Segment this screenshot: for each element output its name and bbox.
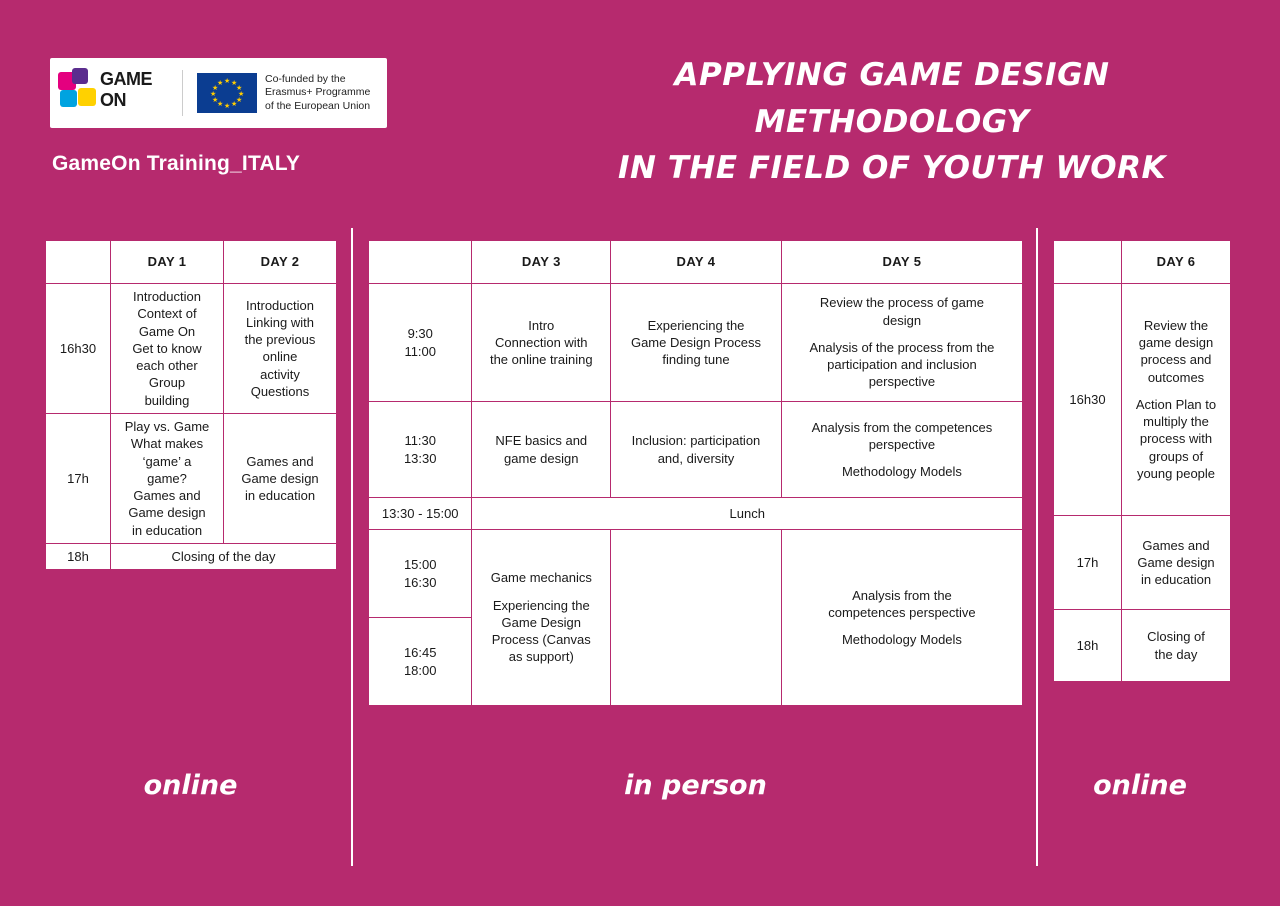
line: the day (1154, 646, 1198, 662)
line: game? (147, 470, 187, 486)
eu-text-line-3: of the European Union (265, 99, 371, 112)
line: in education (244, 488, 316, 504)
schedule-table-online-second (1053, 240, 1231, 682)
line: perspective (868, 436, 936, 452)
line: the online training (489, 352, 593, 368)
table-header-row (46, 241, 337, 284)
column-header-day3: DAY 3 (472, 241, 611, 284)
line: Connection with (495, 334, 588, 350)
line: Game Design (501, 614, 582, 630)
line: 15:00 (403, 557, 437, 573)
gameon-logo (58, 66, 176, 120)
line: Intro (528, 317, 555, 333)
cell-time-1130-1330 (369, 402, 472, 498)
line: Introduction (246, 297, 314, 313)
cell-day5-afternoon (781, 530, 1022, 706)
column-header-day5: DAY 5 (781, 241, 1022, 284)
line: Game Design Process (630, 334, 762, 350)
eu-text-line-2: Erasmus+ Programme (265, 86, 371, 99)
line: 11:30 (404, 433, 437, 449)
line: in education (131, 522, 203, 538)
cell-day5-morning-2 (781, 402, 1022, 498)
line: young people (1136, 465, 1216, 481)
spacer (787, 621, 1017, 631)
cell-day3-morning-2 (472, 402, 611, 498)
column-header-day2: DAY 2 (224, 241, 337, 284)
line: process with (1139, 431, 1213, 447)
eu-text-line-1: Co-funded by the (265, 72, 346, 85)
cell-day4-morning-2 (611, 402, 782, 498)
column-header-blank (369, 241, 472, 284)
table-row (46, 543, 337, 569)
line: What makes (130, 436, 204, 452)
page-title-line-1: APPLYING GAME DESIGN METHODOLOGY (674, 57, 1110, 140)
line: groups of (1148, 448, 1204, 464)
cell-day1-17h (111, 413, 224, 543)
table-row (369, 530, 1023, 618)
column-header-day4: DAY 4 (611, 241, 782, 284)
line: Methodology Models (841, 464, 962, 480)
cell-time-1630: 16h30 (46, 284, 111, 414)
line: design (882, 312, 922, 328)
line: building (144, 392, 190, 408)
table-row (369, 402, 1023, 498)
cell-day4-afternoon-empty (611, 530, 782, 706)
page-title-line-2: IN THE FIELD OF YOUTH WORK (617, 150, 1166, 186)
line: Game design (241, 470, 319, 486)
line: each other (136, 358, 198, 374)
table-row (46, 284, 337, 414)
puzzle-piece-yellow (78, 88, 96, 106)
spacer (787, 329, 1017, 339)
line: participation and inclusion (827, 357, 977, 373)
caption-online-right: online (1093, 770, 1187, 801)
line: the previous (244, 332, 316, 348)
line: ‘game’ a (142, 453, 192, 469)
line: Action Plan to (1135, 396, 1217, 412)
column-header-day1: DAY 1 (111, 241, 224, 284)
cell-day3-morning-1 (472, 284, 611, 402)
line: Linking with (246, 314, 314, 330)
caption-online-left: online (143, 770, 238, 801)
eu-funding-text (265, 73, 370, 113)
line: 16:30 (403, 574, 437, 590)
cell-time-17h: 17h (46, 413, 111, 543)
line: outcomes (1147, 369, 1205, 385)
table-row (1054, 610, 1231, 682)
line: Inclusion: participation (631, 433, 761, 449)
line: Introduction (133, 289, 201, 304)
line: game design (1138, 335, 1214, 351)
line: Game design (1137, 554, 1215, 570)
line: 16:45 (403, 645, 437, 661)
line: Analysis from the (852, 587, 952, 603)
logo-box (50, 58, 387, 128)
cell-day6-1630 (1122, 284, 1231, 516)
puzzle-piece-purple (72, 68, 88, 84)
line: competences perspective (828, 604, 976, 620)
table-row (369, 284, 1023, 402)
cell-day5-morning-1 (781, 284, 1022, 402)
cell-time-18h-day6: 18h (1054, 610, 1122, 682)
line: Analysis of the process from the (809, 339, 995, 355)
line: Games and (1142, 537, 1210, 553)
line: as support) (508, 649, 574, 665)
line: Analysis from the competences (811, 419, 993, 435)
line: online (262, 349, 298, 365)
line: 9:30 (407, 326, 433, 342)
logo-text-game: GAME (100, 69, 152, 89)
caption-in-person: in person (624, 770, 767, 801)
line: 13:30 (403, 450, 437, 466)
cell-day2-17h (224, 413, 337, 543)
line: Context of (137, 306, 197, 322)
cell-time-1500-1630 (369, 530, 472, 618)
page-title (562, 52, 1222, 192)
logo-divider (182, 70, 183, 116)
line: activity (260, 366, 300, 382)
line: Experiencing the (492, 597, 590, 613)
line: Games and (246, 453, 314, 469)
gameon-wordmark (100, 70, 152, 109)
puzzle-piece-blue (60, 90, 77, 107)
spacer (787, 453, 1017, 463)
line: Game design (128, 505, 206, 521)
training-label: GameOn Training_ITALY (52, 152, 301, 175)
table-row (46, 413, 337, 543)
line: Game On (138, 323, 196, 339)
cell-day3-afternoon (472, 530, 611, 706)
cell-lunch: Lunch (472, 498, 1023, 530)
cell-day6-18h (1122, 610, 1231, 682)
line: Methodology Models (841, 632, 962, 648)
line: Closing of (1147, 629, 1205, 645)
line: Play vs. Game (124, 418, 210, 434)
line: Review the (1143, 317, 1209, 333)
line: finding tune (662, 352, 730, 368)
cell-closing-of-the-day: Closing of the day (111, 543, 337, 569)
eu-flag-icon: ★ ★ ★ ★ ★ ★ ★ ★ ★ ★ ★ ★ (197, 73, 257, 113)
cell-time-18h: 18h (46, 543, 111, 569)
line: Group (148, 375, 186, 391)
cell-day6-17h (1122, 516, 1231, 610)
cell-time-1630-day6: 16h30 (1054, 284, 1122, 516)
line: Experiencing the (647, 317, 745, 333)
line: 18:00 (403, 662, 437, 678)
line: Get to know (132, 340, 202, 356)
line: multiply the (1143, 414, 1209, 430)
column-header-day6: DAY 6 (1122, 241, 1231, 284)
section-divider-right (1036, 228, 1038, 866)
cell-time-1645-1800 (369, 618, 472, 706)
line: Questions (250, 384, 310, 400)
cell-time-0930-1100 (369, 284, 472, 402)
cell-time-17h-day6: 17h (1054, 516, 1122, 610)
table-row (1054, 284, 1231, 516)
line: Review the process of game (819, 295, 984, 311)
line: Game mechanics (490, 570, 592, 586)
line: process and (1140, 352, 1212, 368)
cell-time-lunch: 13:30 - 15:00 (369, 498, 472, 530)
table-header-row (369, 241, 1023, 284)
table-header-row (1054, 241, 1231, 284)
table-row-lunch (369, 498, 1023, 530)
section-divider-left (351, 228, 353, 866)
schedule-table-in-person (368, 240, 1023, 706)
cell-day1-1630 (111, 284, 224, 414)
line: game design (504, 450, 579, 466)
column-header-blank (46, 241, 111, 284)
cell-day2-1630 (224, 284, 337, 414)
cell-day4-morning-1 (611, 284, 782, 402)
line: Process (Canvas (491, 632, 591, 648)
line: 11:00 (404, 343, 437, 359)
line: perspective (868, 374, 936, 390)
line: and, diversity (657, 450, 735, 466)
schedule-table-online-first (45, 240, 337, 570)
spacer (1127, 386, 1225, 396)
column-header-blank (1054, 241, 1122, 284)
logo-text-on: ON (100, 90, 126, 110)
table-row (1054, 516, 1231, 610)
line: NFE basics and (495, 433, 588, 449)
spacer (477, 587, 605, 597)
line: Games and (133, 488, 201, 504)
line: in education (1140, 572, 1212, 588)
